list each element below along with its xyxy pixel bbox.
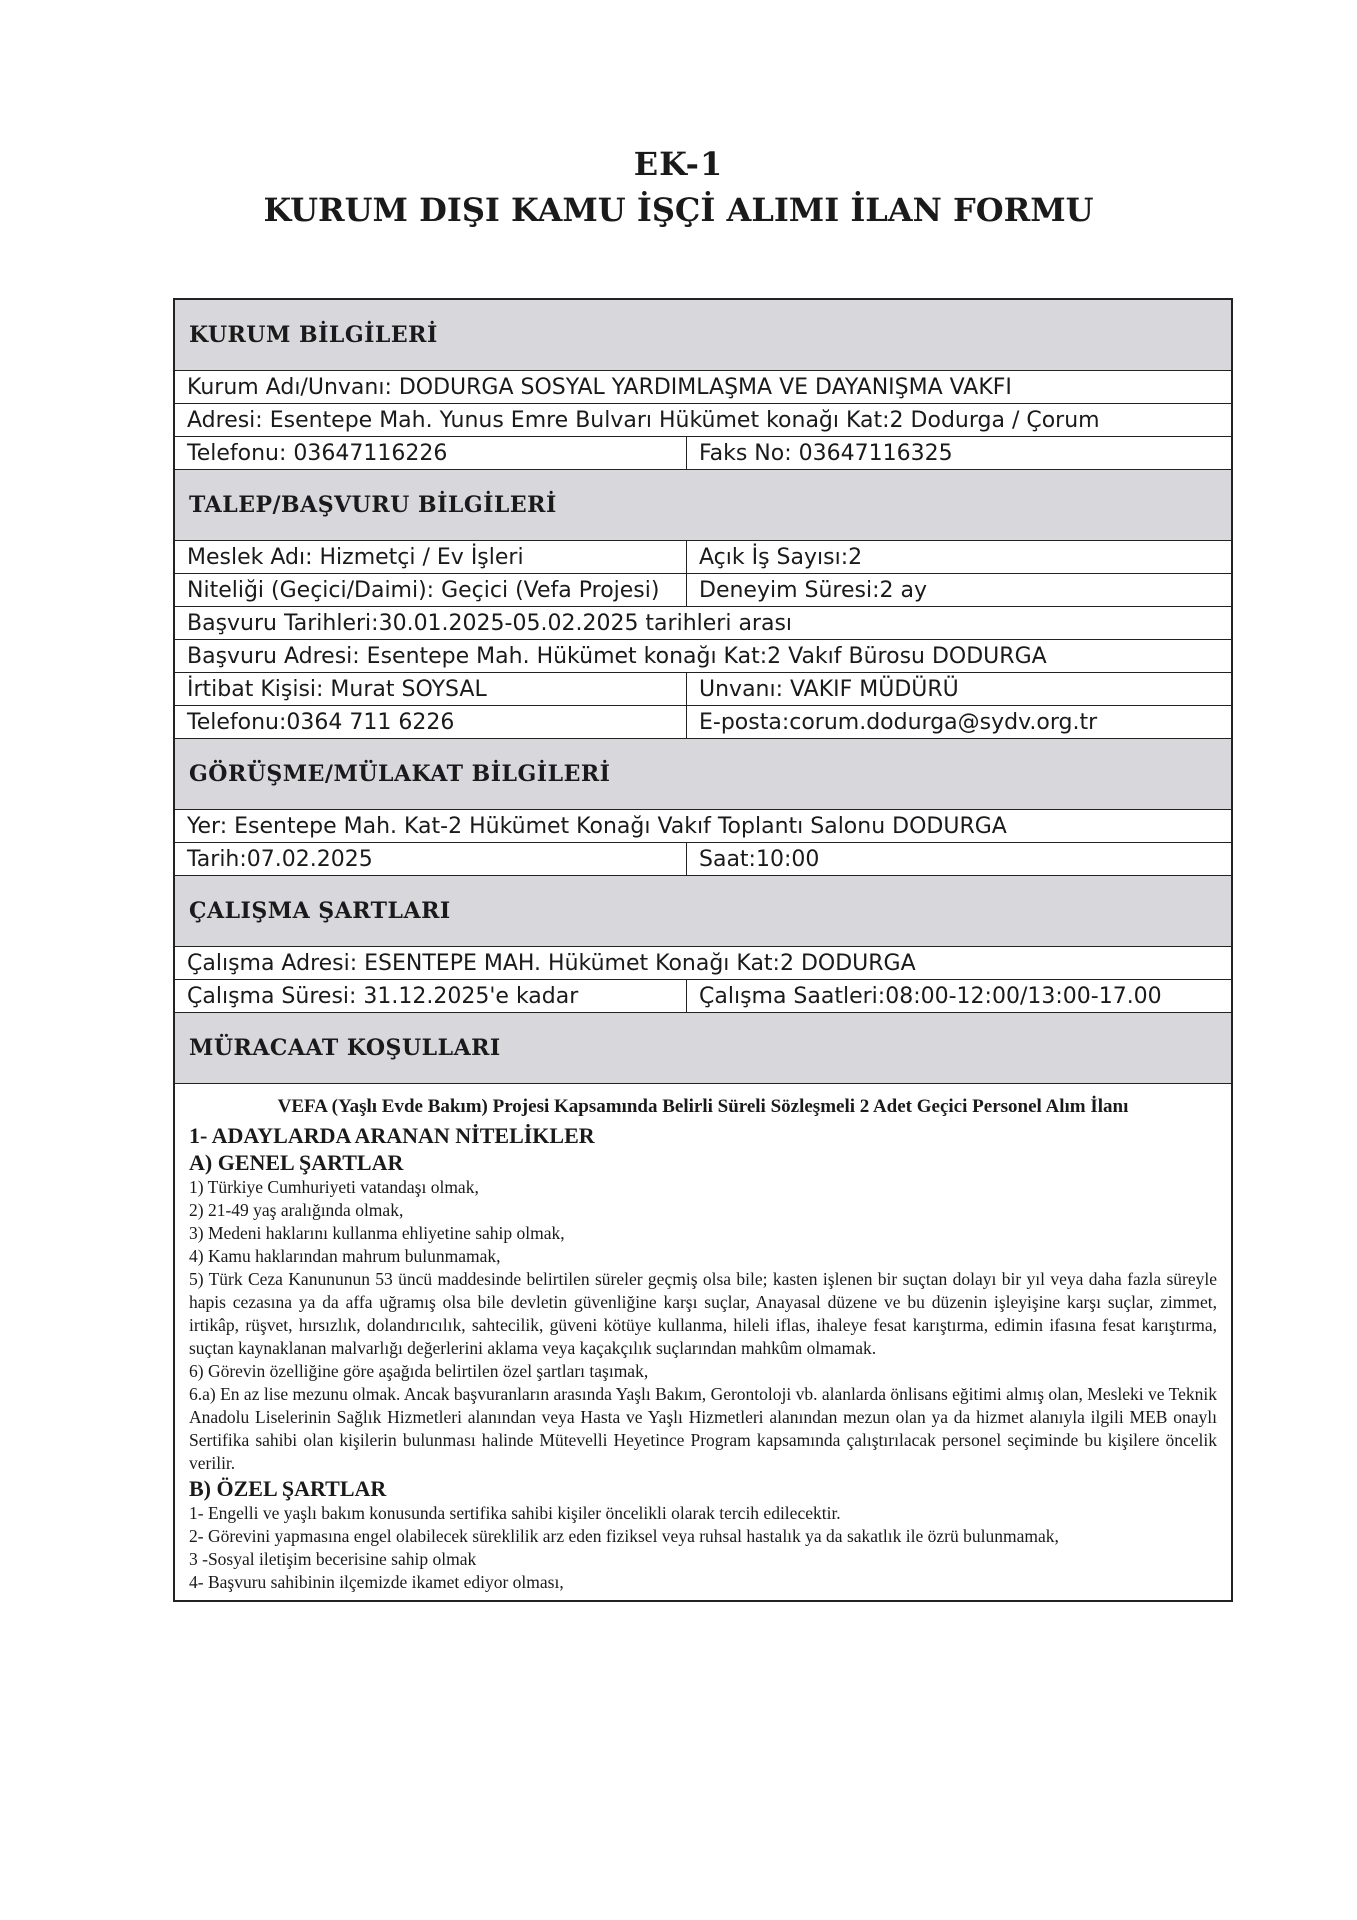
- ilan-form: [173, 298, 1233, 1602]
- genel-sart-item: 2) 21-49 yaş aralığında olmak,: [189, 1200, 404, 1220]
- row-meslek: [175, 541, 1231, 574]
- kurum-adi: Kurum Adı/Unvanı: DODURGA SOSYAL YARDIMLAŞMA VE DAYANIŞMA VAKFI: [187, 374, 1012, 400]
- kurum-adres: Adresi: Esentepe Mah. Yunus Emre Bulvarı Hükümet konağı Kat:2 Dodurga / Çorum: [187, 407, 1100, 433]
- row-gorusme-zaman: [175, 843, 1231, 876]
- ozel-sartlar-heading: B) ÖZEL ŞARTLAR: [189, 1476, 387, 1501]
- gorusme-yer: Yer: Esentepe Mah. Kat-2 Hükümet Konağı Vakıf Toplantı Salonu DODURGA: [187, 813, 1007, 839]
- meslek-adi: Meslek Adı: Hizmetçi / Ev İşleri: [175, 541, 687, 573]
- row-basvuru-adresi: [175, 640, 1231, 673]
- calisma-saatleri: Çalışma Saatleri:08:00-12:00/13:00-17.00: [699, 983, 1162, 1009]
- gorusme-tarih: Tarih:07.02.2025: [175, 843, 687, 875]
- row-calisma-adres: [175, 947, 1231, 980]
- genel-sart-item: 6.a) En az lise mezunu olmak. Ancak başvuranların arasında Yaşlı Bakım, Gerontoloji vb. alanlarda önlisans eğitimi almış olan, Mesleki ve Teknik Anadolu Liselerinin Sağlık Hizmetleri alanından veya Hasta ve Yaşlı Hizmetleri alanından mezun olan ya da hizmet alanıyla ilgili MEB onaylı Sertifika sahibi olan kişilerin bulunması halinde Mütevelli Heyetince Program kapsamında çalıştırılacak personel seçiminde bu kişilere öncelik verilir.: [189, 1384, 1217, 1473]
- section-kurum-header: KURUM BİLGİLERİ: [175, 300, 1231, 371]
- section-talep-header: TALEP/BAŞVURU BİLGİLERİ: [175, 470, 1231, 541]
- row-iletisim: [175, 706, 1231, 739]
- section-gorusme-header: GÖRÜŞME/MÜLAKAT BİLGİLERİ: [175, 739, 1231, 810]
- row-kurum-adi: [175, 371, 1231, 404]
- genel-sart-item: 6) Görevin özelliğine göre aşağıda belirtilen özel şartları taşımak,: [189, 1361, 649, 1381]
- basvuru-adresi: Başvuru Adresi: Esentepe Mah. Hükümet konağı Kat:2 Vakıf Bürosu DODURGA: [187, 643, 1047, 669]
- ozel-sart-item: 2- Görevini yapmasına engel olabilecek süreklilik arz eden fiziksel veya ruhsal hastalık ya da sakatlık ile özrü bulunmamak,: [189, 1526, 1059, 1546]
- deneyim-suresi: Deneyim Süresi:2 ay: [699, 577, 927, 603]
- row-nitelik: [175, 574, 1231, 607]
- calisma-suresi: Çalışma Süresi: 31.12.2025'e kadar: [175, 980, 687, 1012]
- title-form-name: KURUM DIŞI KAMU İŞÇİ ALIMI İLAN FORMU: [263, 191, 1094, 229]
- row-kurum-adres: [175, 404, 1231, 437]
- genel-sart-item: 3) Medeni haklarını kullanma ehliyetine sahip olmak,: [189, 1223, 565, 1243]
- muracaat-title: VEFA (Yaşlı Evde Bakım) Projesi Kapsamında Belirli Süreli Sözleşmeli 2 Adet Geçici Personel Alım İlanı: [277, 1096, 1129, 1117]
- irtibat-telefon: Telefonu:0364 711 6226: [175, 706, 687, 738]
- genel-sart-item: 4) Kamu haklarından mahrum bulunmamak,: [189, 1246, 501, 1266]
- nitelikler-heading: 1- ADAYLARDA ARANAN NİTELİKLER: [189, 1123, 595, 1148]
- kurum-telefon: Telefonu: 03647116226: [175, 437, 687, 469]
- document-title: [0, 145, 1357, 229]
- unvan: Unvanı: VAKIF MÜDÜRÜ: [699, 676, 959, 702]
- genel-sart-item: 1) Türkiye Cumhuriyeti vatandaşı olmak,: [189, 1177, 479, 1197]
- genel-sartlar-heading: A) GENEL ŞARTLAR: [189, 1150, 404, 1175]
- muracaat-content: [175, 1084, 1231, 1600]
- irtibat-eposta: E-posta:corum.dodurga@sydv.org.tr: [699, 709, 1098, 735]
- row-irtibat: [175, 673, 1231, 706]
- title-ek: EK-1: [633, 145, 724, 183]
- row-kurum-iletisim: [175, 437, 1231, 470]
- ozel-sart-item: 4- Başvuru sahibinin ilçemizde ikamet ediyor olması,: [189, 1572, 564, 1592]
- kurum-faks: Faks No: 03647116325: [699, 440, 953, 466]
- section-muracaat-header: MÜRACAAT KOŞULLARI: [175, 1013, 1231, 1084]
- calisma-adresi: Çalışma Adresi: ESENTEPE MAH. Hükümet Konağı Kat:2 DODURGA: [187, 950, 916, 976]
- row-basvuru-tarihleri: [175, 607, 1231, 640]
- niteligi: Niteliği (Geçici/Daimi): Geçici (Vefa Projesi): [175, 574, 687, 606]
- irtibat-kisisi: İrtibat Kişisi: Murat SOYSAL: [175, 673, 687, 705]
- gorusme-saat: Saat:10:00: [699, 846, 820, 872]
- ozel-sart-item: 1- Engelli ve yaşlı bakım konusunda sertifika sahibi kişiler öncelikli olarak tercih edilecektir.: [189, 1503, 841, 1523]
- basvuru-tarihleri: Başvuru Tarihleri:30.01.2025-05.02.2025 tarihleri arası: [187, 610, 793, 636]
- genel-sart-item: 5) Türk Ceza Kanununun 53 üncü maddesinde belirtilen süreler geçmiş olsa bile; kasten işlenen bir suçtan dolayı bir yıl veya daha fazla süreyle hapis cezasına ya da affa uğramış olsa bile devletin güvenliğine karşı suçlar, Anayasal düzene ve bu düzenin işleyişine karşı suçlar, zimmet, irtikâp, rüşvet, hırsızlık, dolandırıcılık, sahtecilik, güveni kötüye kullanma, hileli iflas, ihaleye fesat karıştırma, edimin ifasına fesat karıştırma, suçtan kaynaklanan malvarlığı değerlerini aklama veya kaçakçılık suçlarından mahkûm olmamak.: [189, 1269, 1217, 1358]
- acik-is-sayisi: Açık İş Sayısı:2: [699, 544, 863, 570]
- row-calisma-sure: [175, 980, 1231, 1013]
- ozel-sart-item: 3 -Sosyal iletişim becerisine sahip olmak: [189, 1549, 477, 1569]
- row-gorusme-yer: [175, 810, 1231, 843]
- section-calisma-header: ÇALIŞMA ŞARTLARI: [175, 876, 1231, 947]
